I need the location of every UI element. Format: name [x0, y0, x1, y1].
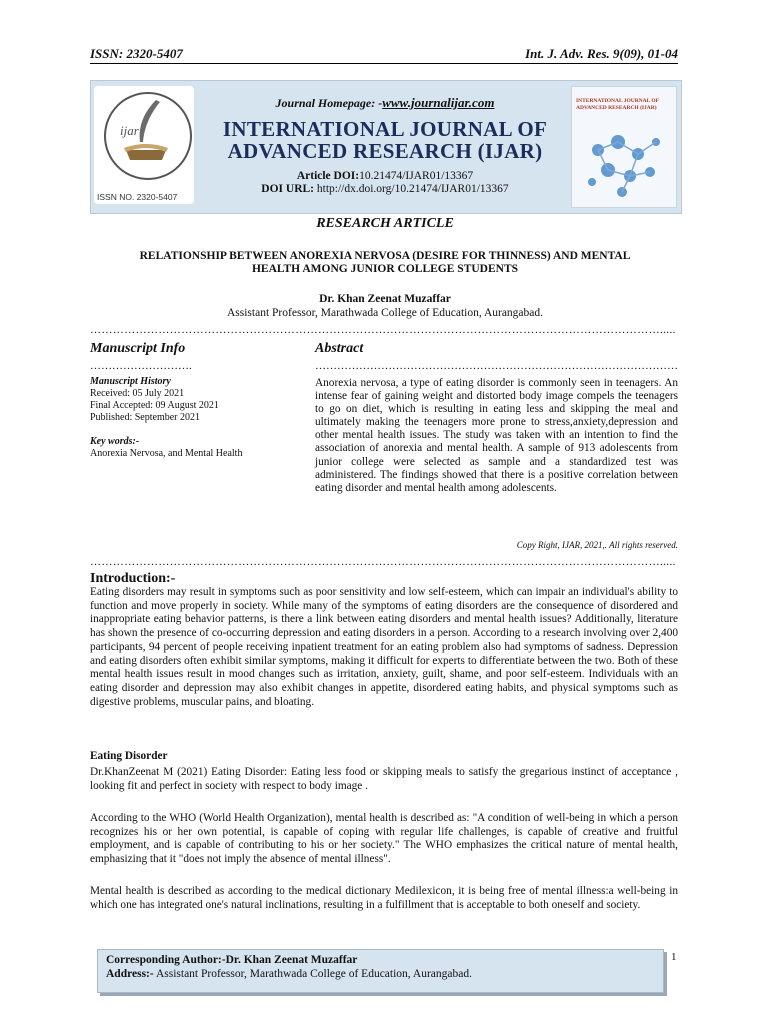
- history-heading: Manuscript History: [90, 376, 171, 387]
- cover-title: INTERNATIONAL JOURNAL OF ADVANCED RESEARCH (IJAR): [576, 98, 659, 111]
- quill-icon: [104, 92, 188, 176]
- logo-circle: [104, 92, 192, 180]
- manuscript-info: [90, 376, 305, 460]
- logo-issn: ISSN NO. 2320-5407: [97, 192, 178, 202]
- citation-text: Int. J. Adv. Res. 9(09), 01-04: [525, 46, 678, 61]
- copyright-notice: Copy Right, IJAR, 2021,. All rights reserved.: [516, 540, 678, 550]
- introduction-paragraph: Eating disorders may result in symptoms such as poor sensitivity and low self-esteem, which can impair an individual's ability to function and move properly in society. While many of the symptoms of eating disorders are the consequence of disordered and inappropriate eating behavior patterns, is there a link between eating disorders and mental health issues? Additionally, literature has shown the presence of co-occurring depression and eating disorders in a person. According to a research involving over 2,400 participants, 94 percent of people receiving inpatient treatment for an eating problem also had symptoms of sadness. Depression and eating disorders often exhibit similar symptoms, making it difficult for experts to differentiate between the two. Both of these mental health issues result in mood changes such as irritation, anxiety, guilt, shame, and poor self-esteem. Individuals with an eating disorder and depression may also exhibit changes in appetite, disordered eating habits, and physical symptoms such as digestive problems, muscular pains, and bloating.: [90, 586, 678, 708]
- article-title: RELATIONSHIP BETWEEN ANOREXIA NERVOSA (DESIRE FOR THINNESS) AND MENTAL HEALTH AMONG JUNIOR COLLEGE STUDENTS: [139, 250, 631, 275]
- abstract-text: Anorexia nervosa, a type of eating disorder is commonly seen in teenagers. An intense fear of gaining weight and distorted body image compels the teenagers to go on diet, which is resulting in eating less and skipping the meal and ultimately making the teenagers more prone to stress,anxiety,depression and other mental health issues. The study was taken with an intention to find the association of anorexia and mental health. A sample of 913 adolescents from junior college were selected as sample and a standardized test was administered. The findings showed that there is a positive correlation between eating disorder and mental health among adolescents.: [315, 377, 678, 494]
- abstract-heading: Abstract: [315, 341, 364, 356]
- eating-disorder-paragraph: Dr.KhanZeenat M (2021) Eating Disorder: Eating less food or skipping meals to satisfy the gregarious instinct of acceptance , looking fit and perfect in society with respect to body image .: [90, 766, 678, 792]
- journal-homepage: Journal Homepage: -www.journalijar.com: [275, 95, 495, 110]
- dotted-divider: …………………………………………………………………………………………………………………………………….....: [90, 556, 676, 568]
- issn-text: ISSN: 2320-5407: [90, 46, 183, 61]
- published-date: Published: September 2021: [90, 412, 200, 423]
- article-type: RESEARCH ARTICLE: [316, 216, 454, 231]
- who-paragraph: According to the WHO (World Health Organization), mental health is described as: "A condition of well-being in which a person recognizes his or her own potential, is capable of coping with regular life challenges, is capable of creative and fruitful employment, and is capable of contributing to his or her society." The WHO emphasizes the critical nature of mental health, emphasizing that it "does not imply the absence of mental illness".: [90, 812, 678, 866]
- accepted-date: Final Accepted: 09 August 2021: [90, 400, 219, 411]
- doi-url-link[interactable]: http://dx.doi.org/10.21474/IJAR01/13367: [316, 183, 509, 195]
- dotted-divider: ……………………….: [90, 360, 192, 372]
- corr-author-name: Dr. Khan Zeenat Muzaffar: [225, 954, 358, 966]
- dotted-divider: …………………………………………………………………………………………………………………………………….....: [90, 324, 676, 336]
- corr-address: Assistant Professor, Marathwada College of Education, Aurangabad.: [153, 968, 472, 980]
- author-name: Dr. Khan Zeenat Muzaffar: [319, 293, 451, 305]
- keywords-heading: Key words:-: [90, 436, 140, 447]
- author-affiliation: Assistant Professor, Marathwada College of Education, Aurangabad.: [226, 307, 544, 319]
- received-date: Received: 05 July 2021: [90, 388, 185, 399]
- article-doi: 10.21474/IJAR01/13367: [359, 170, 474, 182]
- dotted-divider: ………………………………………………………………………………………: [315, 360, 678, 372]
- journal-title: INTERNATIONAL JOURNAL OF ADVANCED RESEARCH (IJAR): [222, 117, 548, 163]
- page-number: 1: [671, 951, 677, 963]
- keywords: Anorexia Nervosa, and Mental Health: [90, 448, 243, 459]
- molecule-icon: [578, 120, 670, 204]
- homepage-link[interactable]: www.journalijar.com: [382, 95, 495, 110]
- medilexicon-paragraph: Mental health is described as according to the medical dictionary Medilexicon, it is being free of mental illness:a well-being in which one has integrated one's natural inclinations, resulting in a fulfillment that is acceptable to both oneself and society.: [90, 885, 678, 911]
- manuscript-info-heading: Manuscript Info: [90, 341, 186, 356]
- logo-text: ijar: [120, 123, 139, 138]
- corresponding-author-text: Corresponding Author:-Dr. Khan Zeenat Muzaffar Address:- Assistant Professor, Marathwada College of Education, Aurangabad.: [106, 954, 472, 980]
- introduction-heading: Introduction:-: [90, 571, 176, 586]
- running-header: [90, 46, 678, 64]
- eating-disorder-heading: Eating Disorder: [90, 750, 168, 762]
- doi-block: Article DOI:10.21474/IJAR01/13367 DOI URL: http://dx.doi.org/10.21474/IJAR01/13367: [261, 170, 509, 195]
